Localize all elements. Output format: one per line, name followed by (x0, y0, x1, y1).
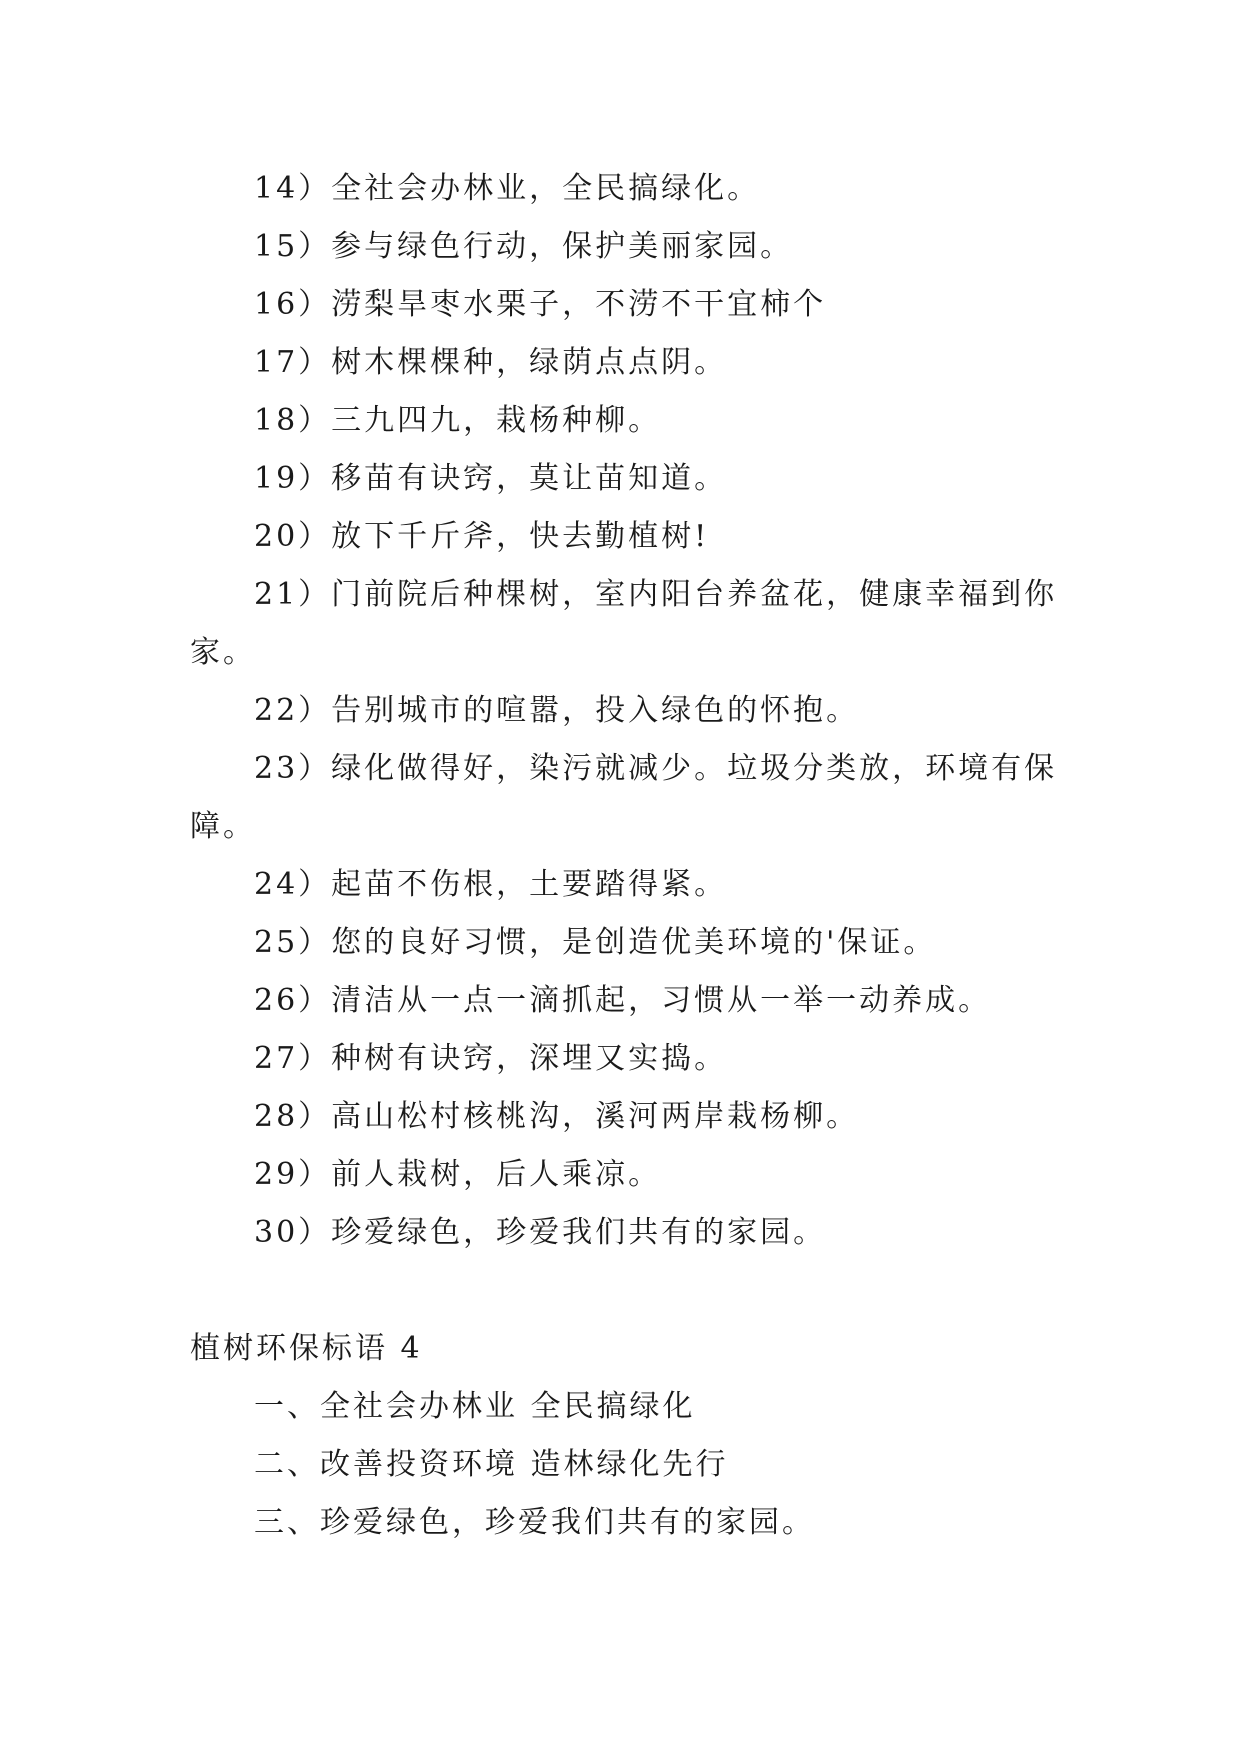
list-item: 14）全社会办林业，全民搞绿化。 (254, 171, 761, 206)
list-item-21-line2: 家。 (190, 635, 256, 670)
list-item: 26）清洁从一点一滴抓起，习惯从一举一动养成。 (254, 983, 992, 1018)
section-item: 一、全社会办林业 全民搞绿化 (254, 1389, 696, 1424)
document-body (190, 160, 1058, 1552)
list-item: 20）放下千斤斧，快去勤植树! (254, 519, 710, 554)
list-item: 17）树木棵棵种，绿荫点点阴。 (254, 345, 728, 380)
list-item: 28）高山松村核桃沟，溪河两岸栽杨柳。 (254, 1099, 860, 1134)
list-item: 24）起苗不伤根，土要踏得紧。 (254, 867, 728, 902)
list-item: 30）珍爱绿色，珍爱我们共有的家园。 (254, 1215, 827, 1250)
section-item: 二、改善投资环境 造林绿化先行 (254, 1447, 729, 1482)
list-item: 29）前人栽树，后人乘凉。 (254, 1157, 662, 1192)
section-title: 植树环保标语 4 (190, 1331, 423, 1366)
list-item-23-line1: 23）绿化做得好，染污就减少。垃圾分类放，环境有保 (254, 751, 1058, 786)
list-item: 16）涝梨旱枣水栗子，不涝不干宜柿个 (254, 287, 827, 322)
list-item: 22）告别城市的喧嚣，投入绿色的怀抱。 (254, 693, 860, 728)
list-item: 15）参与绿色行动，保护美丽家园。 (254, 229, 794, 264)
list-item-23-line2: 障。 (190, 809, 256, 844)
section-item: 三、珍爱绿色，珍爱我们共有的家园。 (254, 1505, 815, 1540)
list-item: 27）种树有诀窍，深埋又实捣。 (254, 1041, 728, 1076)
list-item-21-line1: 21）门前院后种棵树，室内阳台养盆花，健康幸福到你 (254, 577, 1058, 612)
list-item: 25）您的良好习惯，是创造优美环境的'保证。 (254, 925, 937, 960)
list-item: 18）三九四九，栽杨种柳。 (254, 403, 662, 438)
list-item: 19）移苗有诀窍，莫让苗知道。 (254, 461, 728, 496)
